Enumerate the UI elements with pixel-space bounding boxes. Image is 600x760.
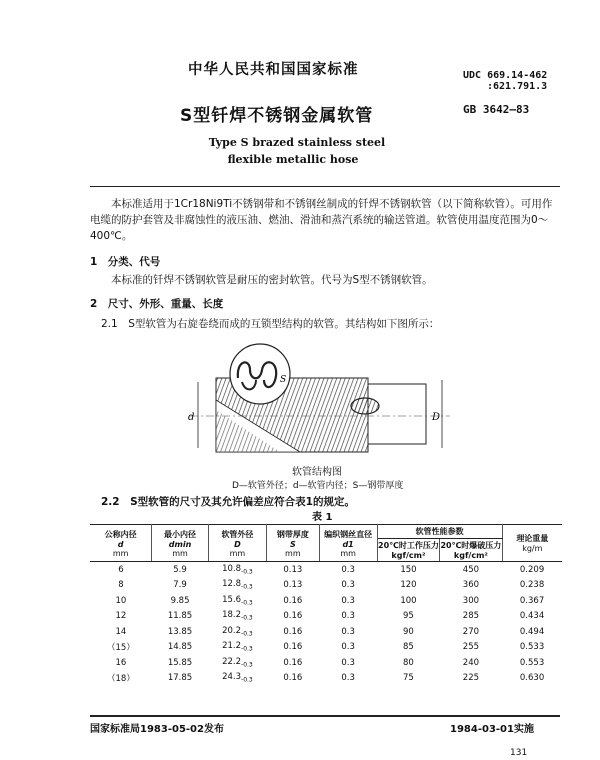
table-cell: 300 bbox=[462, 595, 480, 606]
table-cell: 10 bbox=[115, 595, 127, 606]
table-cell: 255 bbox=[462, 642, 480, 653]
table-cell-od bbox=[208, 640, 266, 656]
table-row bbox=[90, 578, 562, 594]
table-cell: 0.13 bbox=[283, 580, 303, 591]
table-cell: 15.85 bbox=[167, 657, 193, 668]
table-cell: 80 bbox=[403, 657, 414, 668]
section-1-text: 本标准的钎焊不锈钢软管是耐压的密封软管。代号为S型不锈钢软管。 bbox=[111, 274, 433, 286]
col-header-nominal-id: 公称内径 d mm bbox=[90, 525, 152, 562]
label-d: d bbox=[188, 412, 195, 423]
col-header-wire-dia: 编织钢丝直径 d1 mm bbox=[319, 525, 377, 562]
table-cell: 85 bbox=[403, 642, 414, 653]
table-cell: 8 bbox=[118, 580, 124, 591]
table-cell: 6 bbox=[118, 564, 124, 575]
figure-caption: 软管结构图 bbox=[292, 467, 342, 478]
od-value: 22.2 bbox=[222, 656, 242, 667]
table-cell: 90 bbox=[403, 626, 414, 637]
od-tolerance: -0.3 bbox=[241, 646, 253, 654]
od-value: 18.2 bbox=[222, 610, 242, 621]
table-cell: 0.16 bbox=[283, 657, 303, 668]
table-cell: 120 bbox=[400, 580, 417, 591]
od-value: 21.2 bbox=[222, 641, 242, 652]
table-cell: 0.630 bbox=[519, 673, 545, 684]
figure-legend: D—软管外径；d—软管内径；S—钢带厚度 bbox=[232, 481, 404, 491]
table-cell: 150 bbox=[400, 564, 417, 575]
bottom-divider bbox=[90, 715, 560, 717]
table-cell: 0.3 bbox=[341, 642, 355, 653]
title-en-line-2: flexible metallic hose bbox=[227, 153, 359, 166]
table-cell: （15） bbox=[107, 643, 135, 654]
table-cell: 0.3 bbox=[341, 657, 355, 668]
table-cell: 0.533 bbox=[519, 642, 545, 653]
table-label: 表 1 bbox=[312, 512, 333, 523]
top-divider bbox=[90, 186, 560, 187]
col-header-burst-pressure: 20℃时爆破压力 kgf/cm² bbox=[440, 539, 502, 562]
table-cell: 100 bbox=[400, 595, 417, 606]
standard-title-cn: S型钎焊不锈钢金属软管 bbox=[180, 106, 374, 126]
table-cell: 14.85 bbox=[167, 642, 193, 653]
label-S: S bbox=[280, 375, 287, 385]
table-cell: 0.238 bbox=[519, 580, 545, 591]
table-cell: 16 bbox=[115, 657, 127, 668]
table-cell: 12 bbox=[115, 611, 127, 622]
table-cell: 0.16 bbox=[283, 626, 303, 637]
label-D: D bbox=[432, 412, 441, 423]
table-row bbox=[90, 609, 562, 625]
table-cell: 0.494 bbox=[519, 626, 545, 637]
od-value: 12.8 bbox=[222, 579, 242, 590]
table-cell-od bbox=[208, 578, 266, 594]
table-cell: 360 bbox=[462, 580, 480, 591]
table-cell: 0.209 bbox=[519, 564, 545, 575]
col-header-performance: 软管性能参数 bbox=[377, 525, 502, 539]
table-cell-od bbox=[208, 655, 266, 671]
od-tolerance: -0.3 bbox=[241, 599, 253, 607]
table-cell: 0.367 bbox=[519, 595, 545, 606]
table-cell: 240 bbox=[462, 657, 480, 668]
national-standard-title: 中华人民共和国国家标准 bbox=[188, 62, 359, 78]
table-row bbox=[90, 640, 562, 656]
table-cell: 0.16 bbox=[283, 642, 303, 653]
table-cell: （18） bbox=[107, 674, 135, 685]
table-cell: 0.16 bbox=[283, 595, 303, 606]
table-cell: 0.434 bbox=[519, 611, 545, 622]
table-cell: 7.9 bbox=[173, 580, 187, 591]
table-cell: 0.16 bbox=[283, 611, 303, 622]
col-header-work-pressure: 20℃时工作压力 kgf/cm² bbox=[377, 539, 439, 562]
table-row bbox=[90, 562, 562, 578]
table-cell: 0.3 bbox=[341, 611, 355, 622]
table-cell-od bbox=[208, 562, 266, 578]
table-cell: 0.553 bbox=[519, 657, 545, 668]
table-cell-od bbox=[208, 624, 266, 640]
od-value: 20.2 bbox=[222, 625, 242, 636]
intro-paragraph: 本标准适用于1Cr18Ni9Ti不锈钢带和不锈钢丝制成的钎焊不锈钢软管（以下简称软管）。可用作电缆的防护套管及非腐蚀性的液压油、燃油、滑油和蒸汽系统的输送管道。软管使用温度范围为0～400℃。 bbox=[90, 198, 553, 242]
table-cell: 13.85 bbox=[167, 626, 193, 637]
table-cell: 0.3 bbox=[341, 580, 355, 591]
page-number: 131 bbox=[510, 748, 528, 758]
table-row bbox=[90, 671, 562, 687]
table-cell: 14 bbox=[115, 626, 127, 637]
table-cell: 450 bbox=[462, 564, 480, 575]
issue-date: 国家标准局1983-05-02发布 bbox=[90, 724, 224, 735]
col-header-min-id: 最小内径 dmin mm bbox=[152, 525, 208, 562]
table-row bbox=[90, 655, 562, 671]
hose-spec-table bbox=[90, 524, 562, 686]
standard-title-en bbox=[0, 134, 600, 168]
implementation-date: 1984-03-01实施 bbox=[450, 724, 534, 735]
od-tolerance: -0.3 bbox=[241, 661, 253, 669]
col-header-strip-thickness: 钢带厚度 S mm bbox=[267, 525, 319, 562]
table-row bbox=[90, 593, 562, 609]
table-cell-od bbox=[208, 671, 266, 687]
udc-line-1: UDC 669.14-462 bbox=[463, 70, 548, 81]
table-cell: 0.3 bbox=[341, 564, 355, 575]
table-cell: 17.85 bbox=[167, 673, 193, 684]
table-cell-od bbox=[208, 593, 266, 609]
table-cell: 225 bbox=[462, 673, 480, 684]
od-value: 24.3 bbox=[222, 672, 242, 683]
table-cell: 95 bbox=[403, 611, 414, 622]
title-en-line-1: Type S brazed stainless steel bbox=[208, 136, 386, 149]
udc-line-2: :621.791.3 bbox=[487, 81, 548, 92]
od-value: 15.6 bbox=[222, 594, 242, 605]
gb-number: GB 3642—83 bbox=[463, 103, 530, 116]
table-cell: 5.9 bbox=[173, 564, 187, 575]
table-cell: 0.3 bbox=[341, 626, 355, 637]
section-2-heading: 2 尺寸、外形、重量、长度 bbox=[90, 298, 224, 310]
table-row bbox=[90, 624, 562, 640]
table-cell: 75 bbox=[403, 673, 414, 684]
od-tolerance: -0.3 bbox=[241, 584, 253, 592]
table-cell: 270 bbox=[462, 626, 480, 637]
col-header-od: 软管外径 D mm bbox=[208, 525, 266, 562]
table-cell: 0.3 bbox=[341, 595, 355, 606]
col-header-weight: 理论重量 kg/m bbox=[502, 525, 562, 562]
table-cell: 9.85 bbox=[170, 595, 190, 606]
od-tolerance: -0.3 bbox=[241, 630, 253, 638]
od-tolerance: -0.3 bbox=[241, 615, 253, 623]
braid-mark bbox=[351, 398, 379, 414]
section-1-heading: 1 分类、代号 bbox=[90, 256, 161, 268]
udc-code bbox=[463, 70, 547, 92]
table-cell: 0.3 bbox=[341, 673, 355, 684]
od-tolerance: -0.3 bbox=[241, 568, 253, 576]
hose-end-sleeve bbox=[368, 384, 426, 444]
table-cell: 285 bbox=[462, 611, 480, 622]
table-cell-od bbox=[208, 609, 266, 625]
section-2-1-text: 2.1 S型软管为右旋卷绕而成的互锁型结构的软管。其结构如下图所示： bbox=[101, 318, 440, 330]
table-cell: 0.13 bbox=[283, 564, 303, 575]
section-2-2-text: 2.2 S型软管的尺寸及其允许偏差应符合表1的规定。 bbox=[101, 496, 355, 508]
od-tolerance: -0.3 bbox=[241, 677, 253, 685]
table-cell: 11.85 bbox=[167, 611, 193, 622]
od-value: 10.8 bbox=[222, 563, 242, 574]
hose-structure-figure bbox=[180, 340, 460, 460]
table-cell: 0.16 bbox=[283, 673, 303, 684]
